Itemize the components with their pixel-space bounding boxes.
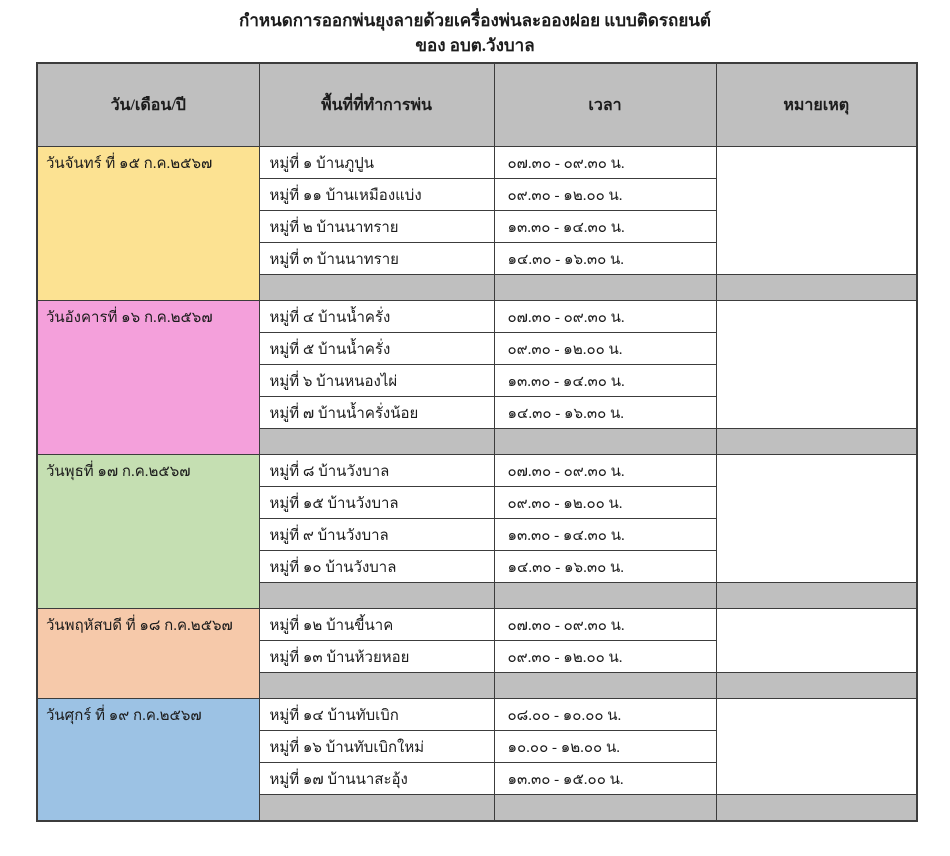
spacer-cell <box>259 429 494 455</box>
page-title: กำหนดการออกพ่นยุงลายด้วยเครื่องพ่นละอองฝอย แบบติดรถยนต์ <box>239 11 711 30</box>
area-cell: หมู่ที่ ๑๕ บ้านวังบาล <box>259 487 494 519</box>
schedule-row <box>37 699 917 731</box>
time-cell: ๑๔.๓๐ - ๑๖.๓๐ น. <box>494 397 716 429</box>
area-cell: หมู่ที่ ๑๐ บ้านวังบาล <box>259 551 494 583</box>
note-cell <box>716 147 917 275</box>
day-cell: วันพุธที่ ๑๗ ก.ค.๒๕๖๗ <box>37 455 259 609</box>
header-time-column: เวลา <box>494 63 716 147</box>
time-cell: ๑๓.๓๐ - ๑๔.๓๐ น. <box>494 519 716 551</box>
schedule-row <box>37 301 917 333</box>
day-cell: วันพฤหัสบดี ที่ ๑๘ ก.ค.๒๕๖๗ <box>37 609 259 699</box>
time-cell: ๑๔.๓๐ - ๑๖.๓๐ น. <box>494 243 716 275</box>
spacer-cell <box>716 583 917 609</box>
header-row <box>37 63 917 147</box>
schedule-table-body <box>37 147 917 822</box>
spacer-cell <box>494 673 716 699</box>
spacer-cell <box>259 583 494 609</box>
spacer-cell <box>716 275 917 301</box>
area-cell: หมู่ที่ ๕ บ้านน้ำครั่ง <box>259 333 494 365</box>
time-cell: ๑๓.๓๐ - ๑๔.๓๐ น. <box>494 365 716 397</box>
time-cell: ๑๐.๐๐ - ๑๒.๐๐ น. <box>494 731 716 763</box>
note-cell <box>716 699 917 795</box>
spacer-cell <box>494 583 716 609</box>
header-note-column: หมายเหตุ <box>716 63 917 147</box>
note-cell <box>716 455 917 583</box>
area-cell: หมู่ที่ ๑๗ บ้านนาสะอุ้ง <box>259 763 494 795</box>
time-cell: ๐๗.๓๐ - ๐๙.๓๐ น. <box>494 301 716 333</box>
area-cell: หมู่ที่ ๔ บ้านน้ำครั่ง <box>259 301 494 333</box>
note-cell <box>716 609 917 673</box>
time-cell: ๐๗.๓๐ - ๐๙.๓๐ น. <box>494 455 716 487</box>
time-cell: ๐๙.๓๐ - ๑๒.๐๐ น. <box>494 487 716 519</box>
spacer-cell <box>259 275 494 301</box>
area-cell: หมู่ที่ ๑๖ บ้านทับเบิกใหม่ <box>259 731 494 763</box>
area-cell: หมู่ที่ ๑๔ บ้านทับเบิก <box>259 699 494 731</box>
time-cell: ๐๘.๐๐ - ๑๐.๐๐ น. <box>494 699 716 731</box>
area-cell: หมู่ที่ ๙ บ้านวังบาล <box>259 519 494 551</box>
area-cell: หมู่ที่ ๑๒ บ้านขี้นาค <box>259 609 494 641</box>
schedule-row <box>37 147 917 179</box>
area-cell: หมู่ที่ ๑๓ บ้านห้วยหอย <box>259 641 494 673</box>
area-cell: หมู่ที่ ๑๑ บ้านเหมืองแบ่ง <box>259 179 494 211</box>
page-subtitle: ของ อบต.วังบาล <box>415 35 535 55</box>
time-cell: ๑๔.๓๐ - ๑๖.๓๐ น. <box>494 551 716 583</box>
time-cell: ๑๓.๓๐ - ๑๔.๓๐ น. <box>494 211 716 243</box>
day-cell: วันศุกร์ ที่ ๑๙ ก.ค.๒๕๖๗ <box>37 699 259 822</box>
area-cell: หมู่ที่ ๘ บ้านวังบาล <box>259 455 494 487</box>
spacer-cell <box>259 795 494 822</box>
header-area-column: พื้นที่ที่ทำการพ่น <box>259 63 494 147</box>
spacer-cell <box>716 429 917 455</box>
spacer-cell <box>494 275 716 301</box>
area-cell: หมู่ที่ ๖ บ้านหนองไผ่ <box>259 365 494 397</box>
spacer-cell <box>259 673 494 699</box>
day-cell: วันอังคารที่ ๑๖ ก.ค.๒๕๖๗ <box>37 301 259 455</box>
time-cell: ๑๓.๓๐ - ๑๕.๐๐ น. <box>494 763 716 795</box>
header-date-column: วัน/เดือน/ปี <box>37 63 259 147</box>
note-cell <box>716 301 917 429</box>
schedule-row <box>37 455 917 487</box>
spacer-cell <box>716 795 917 822</box>
time-cell: ๐๙.๓๐ - ๑๒.๐๐ น. <box>494 641 716 673</box>
day-cell: วันจันทร์ ที่ ๑๕ ก.ค.๒๕๖๗ <box>37 147 259 301</box>
area-cell: หมู่ที่ ๓ บ้านนาทราย <box>259 243 494 275</box>
time-cell: ๐๗.๓๐ - ๐๙.๓๐ น. <box>494 609 716 641</box>
spacer-cell <box>494 795 716 822</box>
area-cell: หมู่ที่ ๑ บ้านภูปูน <box>259 147 494 179</box>
area-cell: หมู่ที่ ๒ บ้านนาทราย <box>259 211 494 243</box>
spacer-cell <box>716 673 917 699</box>
schedule-row <box>37 609 917 641</box>
time-cell: ๐๙.๓๐ - ๑๒.๐๐ น. <box>494 333 716 365</box>
spray-schedule-table <box>36 62 918 822</box>
spacer-cell <box>494 429 716 455</box>
area-cell: หมู่ที่ ๗ บ้านน้ำครั่งน้อย <box>259 397 494 429</box>
time-cell: ๐๙.๓๐ - ๑๒.๐๐ น. <box>494 179 716 211</box>
time-cell: ๐๗.๓๐ - ๐๙.๓๐ น. <box>494 147 716 179</box>
